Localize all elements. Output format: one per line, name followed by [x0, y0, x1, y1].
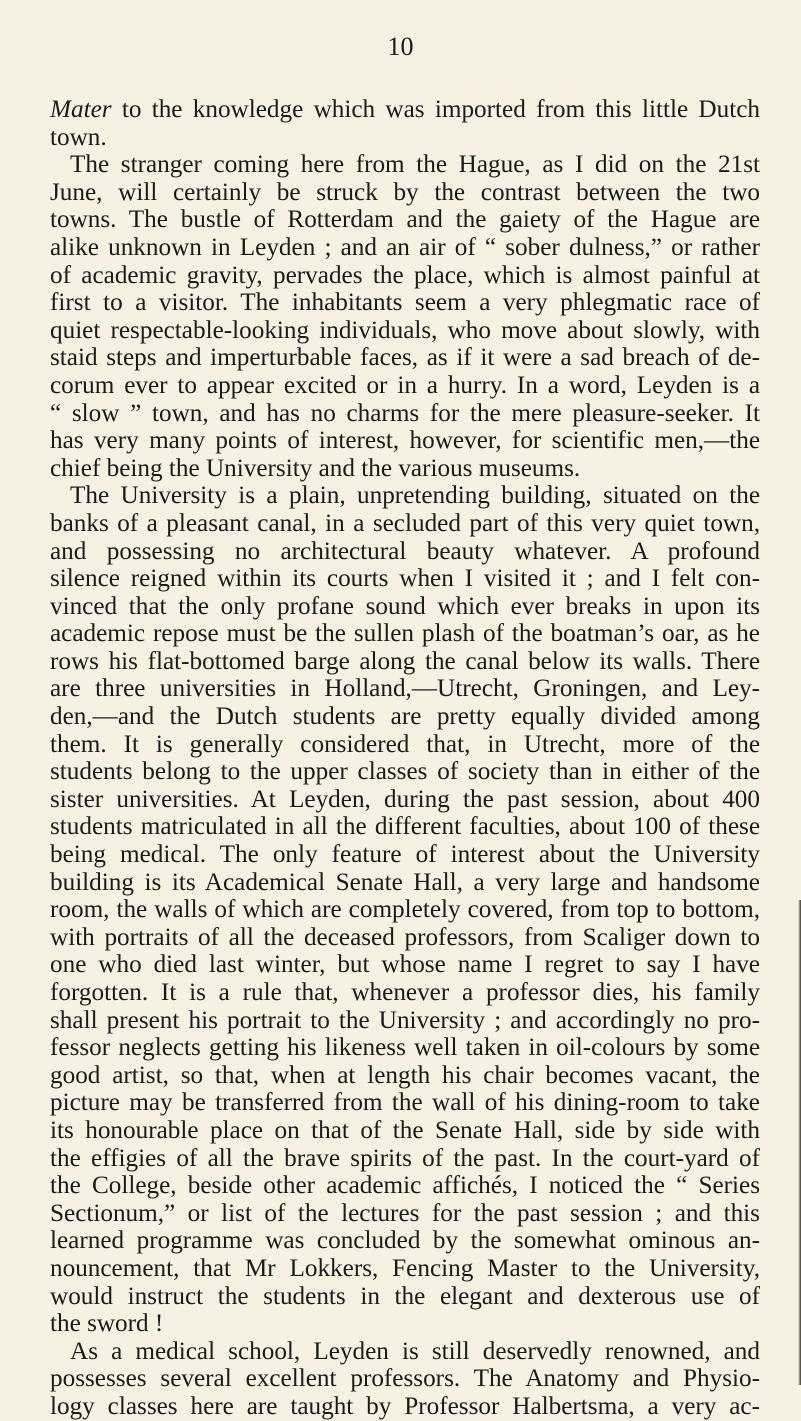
- text-line: [50, 731, 760, 759]
- body-text: [50, 96, 760, 1421]
- text-line: [50, 565, 760, 593]
- text-line: [50, 1062, 760, 1090]
- text-line: [50, 482, 760, 510]
- text-line: [50, 924, 760, 952]
- text-run: possesses several excellent professors. The Anatomy and Physio-: [50, 1365, 760, 1393]
- text-line: [50, 896, 760, 924]
- italic-text: Mater: [50, 96, 112, 123]
- text-line: [50, 951, 760, 979]
- text-run: them. It is generally considered that, in Utrecht, more of the: [50, 730, 760, 758]
- text-run: first to a visitor. The inhabitants seem a very phlegmatic race of: [50, 289, 760, 317]
- text-run: has very many points of interest, however, for scientific men,—the: [50, 427, 760, 455]
- text-line: [50, 1200, 760, 1228]
- text-run: rows his flat-bottomed barge along the canal below its walls. There: [50, 647, 760, 675]
- text-line: [50, 1172, 760, 1200]
- text-run: “ slow ” town, and has no charms for the mere pleasure-seeker. It: [50, 399, 760, 427]
- text-run: sister universities. At Leyden, during the past session, about 400: [50, 785, 760, 813]
- text-run: fessor neglects getting his likeness well taken in oil-colours by some: [50, 1034, 760, 1062]
- text-run: The stranger coming here from the Hague, as I did on the 21st: [70, 151, 760, 179]
- text-run: forgotten. It is a rule that, whenever a professor dies, his family: [50, 979, 760, 1006]
- text-line: [50, 289, 760, 317]
- text-run: As a medical school, Leyden is still deservedly renowned, and: [70, 1337, 760, 1365]
- text-line: [50, 206, 760, 234]
- text-run: towns. The bustle of Rotterdam and the gaiety of the Hague are: [50, 206, 760, 234]
- text-line: [50, 979, 760, 1007]
- text-line: [50, 455, 760, 483]
- text-line: [50, 1365, 760, 1393]
- text-line: [50, 234, 760, 262]
- text-line: [50, 400, 760, 428]
- text-line: [50, 1310, 760, 1338]
- text-line: [50, 179, 760, 207]
- text-run: shall present his portrait to the University ; and accordingly no pro-: [50, 1006, 760, 1034]
- text-line: [50, 1089, 760, 1117]
- text-line: [50, 786, 760, 814]
- text-run: being medical. The only feature of interest about the University: [50, 841, 760, 869]
- text-line: [50, 427, 760, 455]
- text-line: [50, 841, 760, 869]
- text-run: corum ever to appear excited or in a hurry. In a word, Leyden is a: [50, 371, 760, 399]
- text-line: [50, 675, 760, 703]
- text-line: [50, 151, 760, 179]
- text-run: the effigies of all the brave spirits of the past. In the court-yard of: [50, 1144, 760, 1172]
- text-line: [50, 372, 760, 400]
- text-run: and possessing no architectural beauty whatever. A profound: [50, 537, 760, 565]
- text-run: are three universities in Holland,—Utrecht, Groningen, and Ley-: [50, 675, 760, 703]
- text-run: The University is a plain, unpretending building, situated on the: [70, 482, 760, 510]
- text-run: to the knowledge which was imported from this little Dutch: [111, 96, 760, 123]
- text-run: silence reigned within its courts when I visited it ; and I felt con-: [50, 565, 760, 593]
- text-run: picture may be transferred from the wall of his dining-room to take: [50, 1089, 760, 1117]
- text-run: staid steps and imperturbable faces, as if it were a sad breach of de-: [50, 344, 760, 372]
- text-line: [50, 1338, 760, 1366]
- text-line: [50, 96, 760, 124]
- text-run: den,—and the Dutch students are pretty equally divided among: [50, 703, 760, 731]
- text-line: [50, 1034, 760, 1062]
- text-line: [50, 703, 760, 731]
- text-line: [50, 1255, 760, 1283]
- text-run: good artist, so that, when at length his chair becomes vacant, the: [50, 1061, 760, 1089]
- text-line: [50, 1007, 760, 1035]
- text-run: Sectionum,” or list of the lectures for the past session ; and this: [50, 1199, 760, 1227]
- text-line: [50, 510, 760, 538]
- text-line: [50, 869, 760, 897]
- text-line: [50, 317, 760, 345]
- text-line: [50, 593, 760, 621]
- text-run: would instruct the students in the elegant and dexterous use of: [50, 1282, 760, 1310]
- text-run: banks of a pleasant canal, in a secluded part of this very quiet town,: [50, 509, 760, 537]
- text-run: one who died last winter, but whose name I regret to say I have: [50, 951, 760, 979]
- text-run: quiet respectable-looking individuals, who move about slowly, with: [50, 316, 760, 344]
- text-run: chief being the University and the various museums.: [50, 454, 581, 482]
- text-run: town.: [50, 123, 107, 151]
- text-line: [50, 813, 760, 841]
- text-run: students matriculated in all the different faculties, about 100 of these: [50, 813, 760, 841]
- text-run: June, will certainly be struck by the contrast between the two: [50, 178, 760, 206]
- text-run: alike unknown in Leyden ; and an air of “ sober dulness,” or rather: [50, 233, 760, 261]
- text-line: [50, 344, 760, 372]
- text-line: [50, 758, 760, 786]
- page-number: 10: [387, 32, 414, 61]
- text-line: [50, 648, 760, 676]
- text-line: [50, 538, 760, 566]
- text-line: [50, 1227, 760, 1255]
- text-run: nouncement, that Mr Lokkers, Fencing Master to the University,: [50, 1254, 760, 1282]
- text-run: vinced that the only profane sound which ever breaks in upon its: [50, 592, 760, 620]
- text-run: its honourable place on that of the Senate Hall, side by side with: [50, 1116, 760, 1144]
- text-line: [50, 262, 760, 290]
- text-line: [50, 1393, 760, 1421]
- text-run: learned programme was concluded by the somewhat ominous an-: [50, 1227, 760, 1255]
- text-run: building is its Academical Senate Hall, a very large and handsome: [50, 868, 760, 896]
- text-line: [50, 124, 760, 152]
- text-line: [50, 620, 760, 648]
- text-run: the College, beside other academic affichés, I noticed the “ Series: [50, 1172, 760, 1200]
- text-run: room, the walls of which are completely covered, from top to bottom,: [50, 896, 760, 924]
- text-run: academic repose must be the sullen plash of the boatman’s oar, as he: [50, 620, 760, 648]
- text-run: of academic gravity, pervades the place, which is almost painful at: [50, 261, 760, 289]
- text-run: the sword !: [50, 1310, 164, 1338]
- text-run: students belong to the upper classes of society than in either of the: [50, 758, 760, 786]
- text-line: [50, 1283, 760, 1311]
- text-run: with portraits of all the deceased professors, from Scaliger down to: [50, 923, 760, 951]
- text-run: logy classes here are taught by Professor Halbertsma, a very ac-: [50, 1392, 760, 1420]
- text-line: [50, 1145, 760, 1173]
- text-line: [50, 1117, 760, 1145]
